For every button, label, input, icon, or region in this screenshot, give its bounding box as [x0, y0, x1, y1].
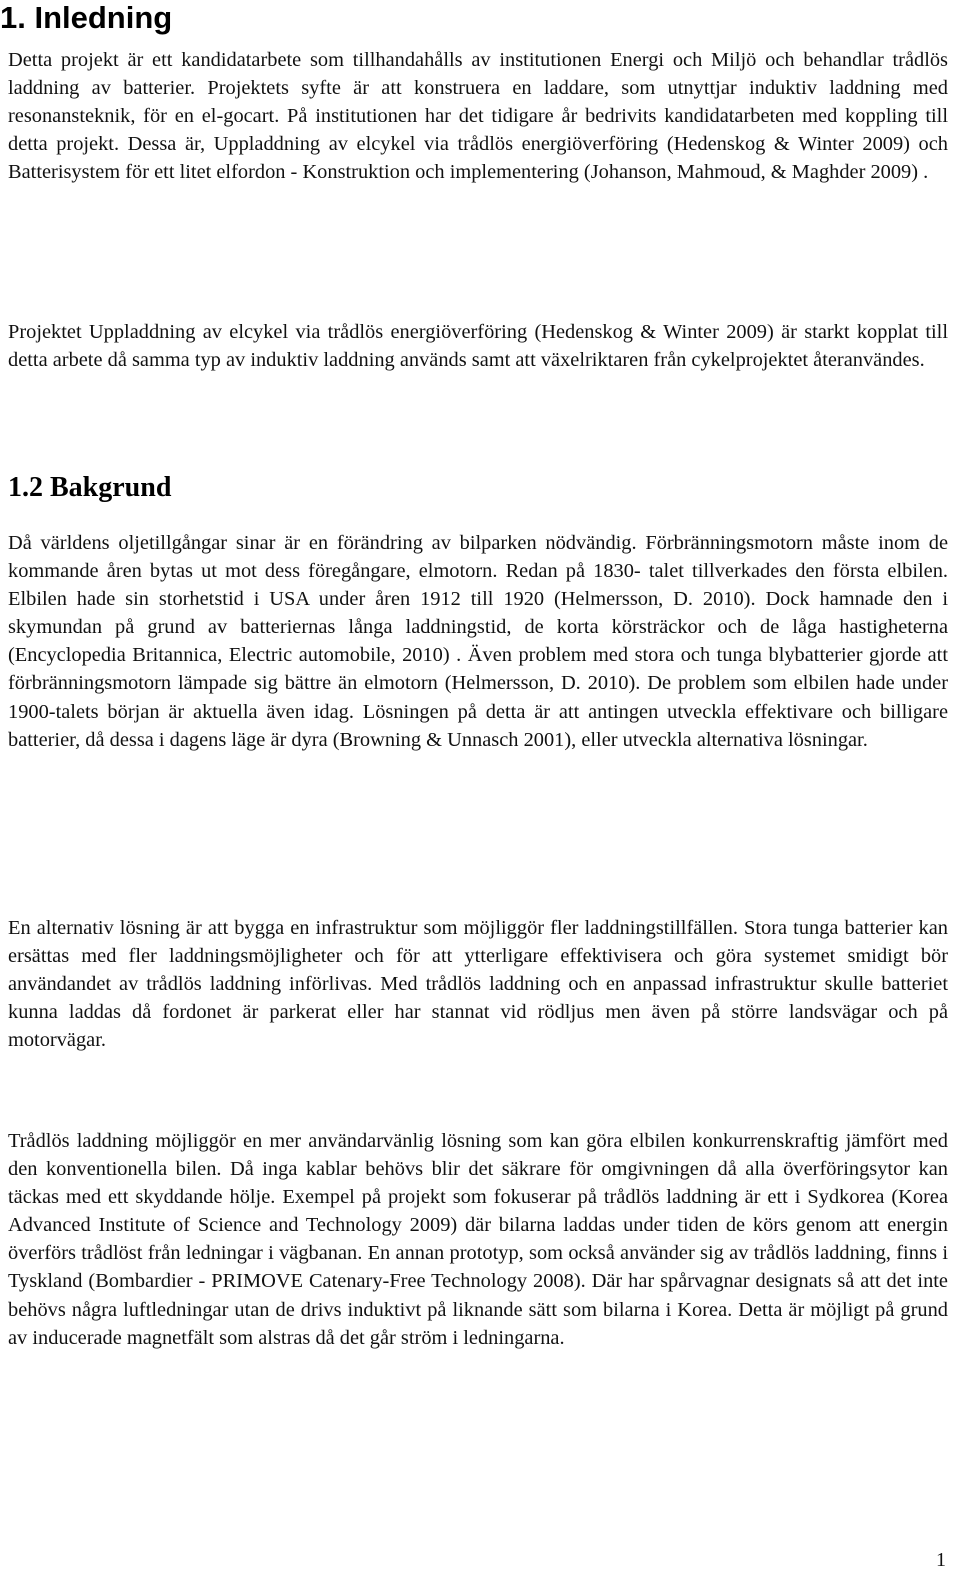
page-number: 1	[936, 1549, 946, 1571]
infrastructure-paragraph: En alternativ lösning är att bygga en infrastruktur som möjliggör fler laddningstillfällen. Stora tunga batterier kan ersättas med fler laddningsmöjligheter och för att ytterligare effektivisera och göra systemet smidigt bör användandet av trådlös laddning införlivas. Med trådlös laddning och en anpassad infrastruktur skulle batteriet kunna laddas då fordonet är parkerat eller har stannat vid rödljus men även på större landsvägar och på motorvägar.	[8, 917, 948, 1052]
background-paragraph: Då världens oljetillgångar sinar är en förändring av bilparken nödvändig. Förbränningsmotorn måste inom de kommande åren bytas ut mot dess föregångare, elmotorn. Redan på 1830- talet tillverkades den första elbilen. Elbilen hade sin storhetstid i USA under åren 1912 till 1920 (Helmersson, D. 2010). Dock hamnade den i skymundan på grund av batteriernas långa laddningstid, de korta körsträckor och de låga hastigheterna (Encyclopedia Britannica, Electric automobile, 2010) . Även problem med stora och tunga blybatterier gjorde att förbränningsmotorn lämpade sig bättre än elmotorn (Helmersson, D. 2010). De problem som elbilen hade under 1900-talets början är aktuella även idag. Lösningen på detta är att antingen utveckla effektivare och billigare batterier, då dessa i dagens läge är dyra (Browning & Unnasch 2001), eller utveckla alternativa lösningar.	[8, 532, 948, 751]
project-relation-paragraph: Projektet Uppladdning av elcykel via trådlös energiöverföring (Hedenskog & Winter 2009) är starkt kopplat till detta arbete då samma typ av induktiv laddning används samt att växelriktaren från cykelprojektet återanvändes.	[8, 321, 948, 372]
chapter-heading: 1. Inledning	[0, 0, 173, 35]
intro-paragraph: Detta projekt är ett kandidatarbete som tillhandahålls av institutionen Energi och Miljö och behandlar trådlös laddning av batterier. Projektets syfte är att konstruera en laddare, som utnyttjar induktiv laddning med resonansteknik, för en el-gocart. På institutionen har det tidigare år bedrivits kandidatarbeten med koppling till detta projekt. Dessa är, Uppladdning av elcykel via trådlös energiöverföring (Hedenskog & Winter 2009) och Batterisystem för ett litet elfordon - Konstruktion och implementering (Johanson, Mahmoud, & Maghder 2009) .	[8, 49, 948, 184]
section-heading: 1.2 Bakgrund	[8, 472, 172, 503]
wireless-charging-paragraph: Trådlös laddning möjliggör en mer användarvänlig lösning som kan göra elbilen konkurrenskraftig jämfört med den konventionella bilen. Då inga kablar behövs blir det säkrare för omgivningen då alla överföringsytor kan täckas med ett skyddande hölje. Exempel på projekt som fokuserar på trådlös laddning är ett i Sydkorea (Korea Advanced Institute of Science and Technology 2009) där bilarna laddas under tiden de körs genom att energin överförs trådlöst från ledningar i vägbanan. En annan prototyp, som också använder sig av trådlös laddning, finns i Tyskland (Bombardier - PRIMOVE Catenary-Free Technology 2008). Där har spårvagnar designats så att det inte behövs några luftledningar utan de drivs induktivt på liknande sätt som bilarna i Korea. Detta är möjligt på grund av inducerade magnetfält som alstras då det går ström i ledningarna.	[8, 1130, 948, 1349]
